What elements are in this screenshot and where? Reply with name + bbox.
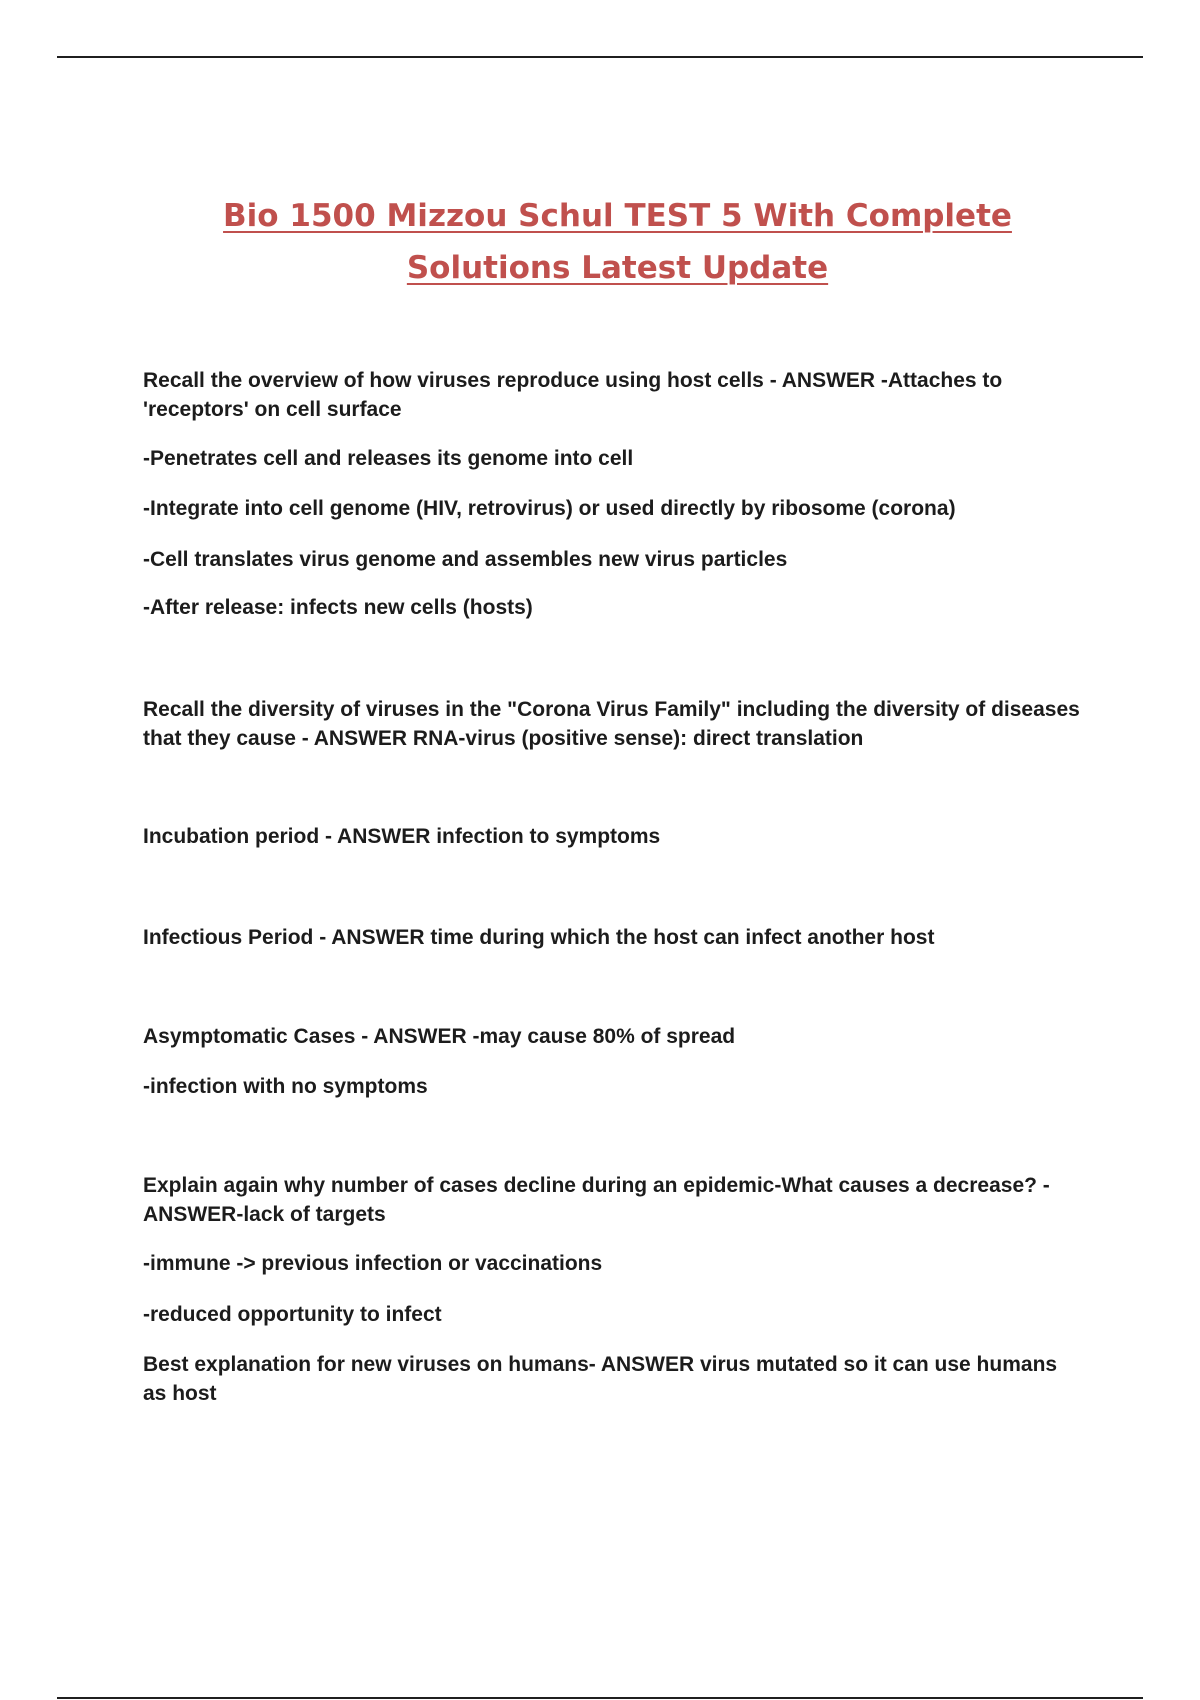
title-line-1: Bio 1500 Mizzou Schul TEST 5 With Complete [223,198,1012,234]
qa-asymptomatic-cases: Asymptomatic Cases - ANSWER -may cause 80% of spread [143,1025,736,1048]
answer-line-integrate: -Integrate into cell genome (HIV, retrovirus) or used directly by ribosome (corona) [143,497,956,520]
bottom-rule [57,1697,1143,1699]
qa-infectious-period: Infectious Period - ANSWER time during which the host can infect another host [143,926,935,949]
answer-line-reduced-opportunity: -reduced opportunity to infect [143,1303,442,1326]
answer-line-after-release: -After release: infects new cells (hosts) [143,596,533,619]
qa-new-viruses: Best explanation for new viruses on humans- ANSWER virus mutated so it can use humans as host [143,1353,1058,1405]
document-title [120,190,1115,294]
qa-epidemic-decline: Explain again why number of cases decline during an epidemic-What causes a decrease? -ANSWER-lack of targets [143,1174,1050,1226]
answer-line-no-symptoms: -infection with no symptoms [143,1075,428,1098]
qa-virus-reproduction-question: Recall the overview of how viruses reproduce using host cells - ANSWER -Attaches to 'receptors' on cell surface [143,369,1003,421]
answer-line-immune: -immune -> previous infection or vaccinations [143,1252,603,1275]
answer-line-translates: -Cell translates virus genome and assembles new virus particles [143,548,788,571]
title-line-2: Solutions Latest Update [406,250,829,286]
qa-corona-family: Recall the diversity of viruses in the "Corona Virus Family" including the diversity of diseases that they cause - ANSWER RNA-virus (positive sense): direct translation [143,698,1080,750]
top-rule [57,56,1143,58]
answer-line-penetrates: -Penetrates cell and releases its genome into cell [143,447,634,470]
qa-incubation-period: Incubation period - ANSWER infection to symptoms [143,825,661,848]
